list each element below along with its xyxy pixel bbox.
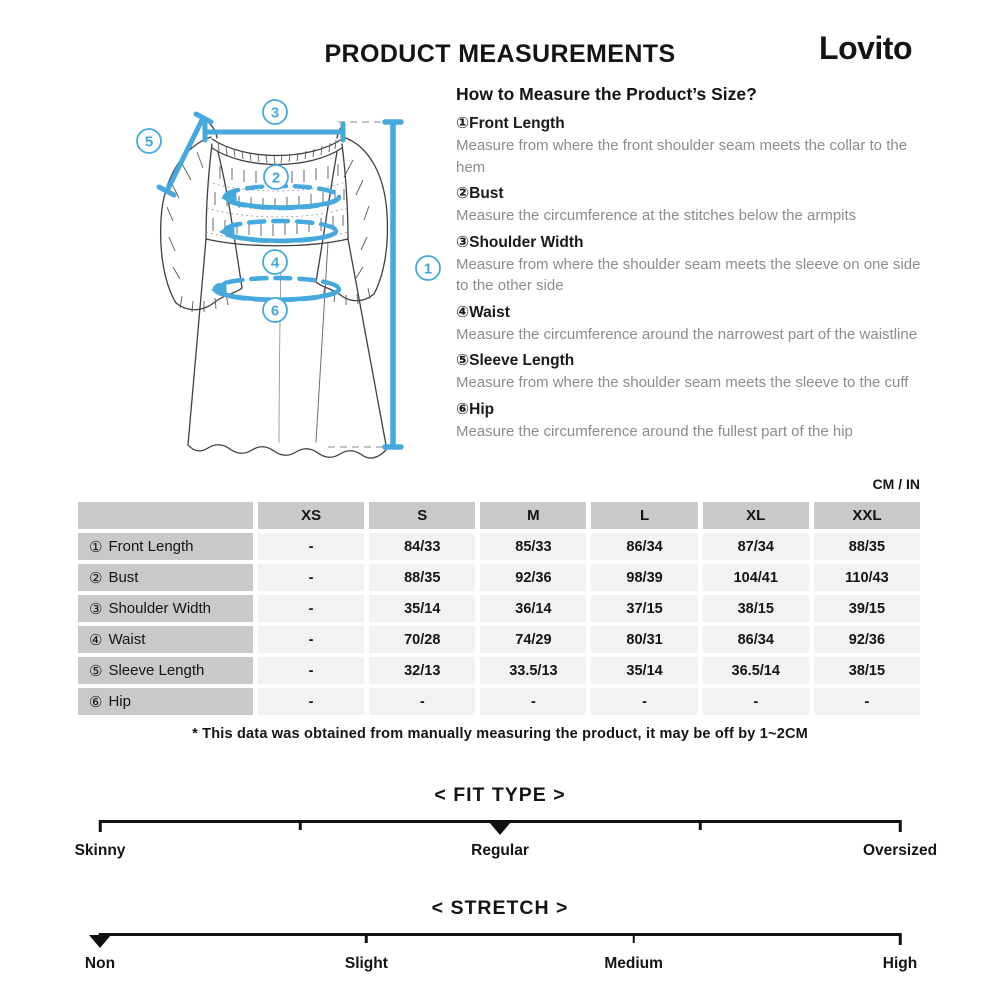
scale-tick <box>899 933 902 945</box>
size-value-cell: - <box>258 595 364 622</box>
measure-item-1 <box>456 114 932 178</box>
measure-item-title: ③Shoulder Width <box>456 233 584 251</box>
measure-item-title: ①Front Length <box>456 115 565 132</box>
dress-measurement-diagram <box>85 82 445 472</box>
size-value-cell: - <box>258 533 364 560</box>
size-value-cell: 70/28 <box>369 626 475 653</box>
page-title: PRODUCT MEASUREMENTS <box>324 40 676 68</box>
row-label <box>78 533 253 560</box>
size-value-cell: - <box>814 688 920 715</box>
size-column-header: M <box>480 502 586 529</box>
row-number: ① <box>89 538 103 556</box>
row-label-text: Sleeve Length <box>108 662 205 679</box>
size-value-cell: 35/14 <box>591 657 697 684</box>
diagram-label-1: 1 <box>423 260 433 278</box>
size-table <box>78 502 920 715</box>
size-value-cell: - <box>258 564 364 591</box>
row-label <box>78 595 253 622</box>
row-label <box>78 657 253 684</box>
row-label-text: Front Length <box>108 538 194 555</box>
measure-item-desc: Measure the circumference around the narrowest part of the waistline <box>456 325 918 343</box>
scale-label: Regular <box>471 842 529 859</box>
size-value-cell: 86/34 <box>591 533 697 560</box>
size-value-cell: 87/34 <box>703 533 809 560</box>
row-label <box>78 688 253 715</box>
size-value-cell: 86/34 <box>703 626 809 653</box>
how-to-measure-section <box>456 84 932 442</box>
size-value-cell: 92/36 <box>480 564 586 591</box>
size-value-cell: - <box>258 688 364 715</box>
size-value-cell: 88/35 <box>814 533 920 560</box>
measure-item-4 <box>456 303 932 346</box>
size-value-cell: - <box>591 688 697 715</box>
measure-item-desc: Measure from where the shoulder seam meets the sleeve to the cuff <box>456 374 909 392</box>
measure-item-title: ②Bust <box>456 185 504 203</box>
front-length-line <box>385 122 401 447</box>
size-value-cell: 92/36 <box>814 626 920 653</box>
size-column-header: S <box>369 502 475 529</box>
scale-line-bar <box>100 933 900 936</box>
size-value-cell: - <box>369 688 475 715</box>
table-footnote: * This data was obtained from manually measuring the product, it may be off by 1~2CM <box>192 726 808 742</box>
scale-tick <box>299 820 302 830</box>
brand-logo: Lovito <box>819 30 912 66</box>
scale-label: Non <box>84 955 116 972</box>
size-value-cell: 98/39 <box>591 564 697 591</box>
size-column-header: XL <box>703 502 809 529</box>
row-number: ② <box>89 569 103 587</box>
fit-type-line <box>100 820 900 833</box>
size-value-cell: 32/13 <box>369 657 475 684</box>
size-column-header: L <box>591 502 697 529</box>
measure-item-title: ⑤Sleeve Length <box>456 352 575 370</box>
diagram-label-2: 2 <box>271 169 281 187</box>
diagram-label-4: 4 <box>270 254 280 272</box>
size-value-cell: - <box>703 688 809 715</box>
row-label <box>78 564 253 591</box>
row-label-text: Bust <box>108 569 139 586</box>
size-value-cell: 36.5/14 <box>703 657 809 684</box>
fit-type-marker <box>489 822 511 835</box>
measure-item-desc: Measure the circumference at the stitches below the armpits <box>456 207 857 225</box>
how-to-heading: How to Measure the Product’s Size? <box>456 84 757 104</box>
measure-item-3 <box>456 233 932 297</box>
measure-item-desc: Measure from where the shoulder seam meets the sleeve on one side to the other side <box>456 255 921 295</box>
scale-tick <box>632 933 635 943</box>
shoulder-width-line <box>205 124 343 140</box>
row-number: ④ <box>89 631 103 649</box>
measure-item-2 <box>456 184 932 227</box>
size-value-cell: 88/35 <box>369 564 475 591</box>
diagram-label-5: 5 <box>144 133 154 151</box>
stretch-marker <box>89 935 111 948</box>
size-value-cell: 37/15 <box>591 595 697 622</box>
diagram-label-6: 6 <box>270 302 280 320</box>
size-column-header: XXL <box>814 502 920 529</box>
scale-tick <box>899 820 902 832</box>
size-value-cell: 80/31 <box>591 626 697 653</box>
size-value-cell: 104/41 <box>703 564 809 591</box>
fit-type-scale <box>74 784 938 864</box>
hip-ellipse <box>211 278 339 300</box>
row-label-text: Hip <box>108 693 131 710</box>
fit-type-labels <box>74 842 938 864</box>
size-value-cell: 38/15 <box>814 657 920 684</box>
stretch-scale <box>84 897 918 977</box>
size-value-cell: - <box>258 657 364 684</box>
row-number: ⑥ <box>89 693 103 711</box>
scale-label: High <box>882 955 918 972</box>
scale-tick <box>699 820 702 830</box>
size-column-header: XS <box>258 502 364 529</box>
how-to-items <box>456 114 932 442</box>
scale-label: Slight <box>344 955 388 972</box>
size-value-cell: 36/14 <box>480 595 586 622</box>
stretch-line <box>100 933 900 946</box>
stretch-labels <box>84 955 918 977</box>
size-value-cell: - <box>480 688 586 715</box>
size-value-cell: 85/33 <box>480 533 586 560</box>
size-value-cell: 74/29 <box>480 626 586 653</box>
measure-item-6 <box>456 400 932 443</box>
fit-stretch-scales <box>74 784 938 977</box>
unit-label: CM / IN <box>872 476 920 492</box>
row-label-text: Shoulder Width <box>108 600 212 617</box>
scale-label: Skinny <box>74 842 126 859</box>
diagram-label-3: 3 <box>270 104 280 122</box>
size-value-cell: 110/43 <box>814 564 920 591</box>
measure-item-title: ⑥Hip <box>456 400 495 418</box>
table-corner-cell <box>78 502 253 529</box>
stretch-heading: < STRETCH > <box>431 897 569 919</box>
scale-tick <box>99 820 102 832</box>
row-number: ③ <box>89 600 103 618</box>
fit-type-heading: < FIT TYPE > <box>434 784 566 806</box>
measure-item-desc: Measure from where the front shoulder seam meets the collar to the hem <box>456 136 908 176</box>
row-number: ⑤ <box>89 662 103 680</box>
size-value-cell: 35/14 <box>369 595 475 622</box>
size-value-cell: 84/33 <box>369 533 475 560</box>
size-value-cell: 39/15 <box>814 595 920 622</box>
size-value-cell: 33.5/13 <box>480 657 586 684</box>
row-label-text: Waist <box>108 631 146 648</box>
measure-item-5 <box>456 351 932 394</box>
size-value-cell: - <box>258 626 364 653</box>
measure-item-desc: Measure the circumference around the fullest part of the hip <box>456 422 853 440</box>
measure-item-title: ④Waist <box>456 303 510 321</box>
scale-label: Medium <box>604 955 663 972</box>
scale-tick <box>365 933 368 943</box>
scale-label: Oversized <box>862 842 938 859</box>
size-value-cell: 38/15 <box>703 595 809 622</box>
row-label <box>78 626 253 653</box>
